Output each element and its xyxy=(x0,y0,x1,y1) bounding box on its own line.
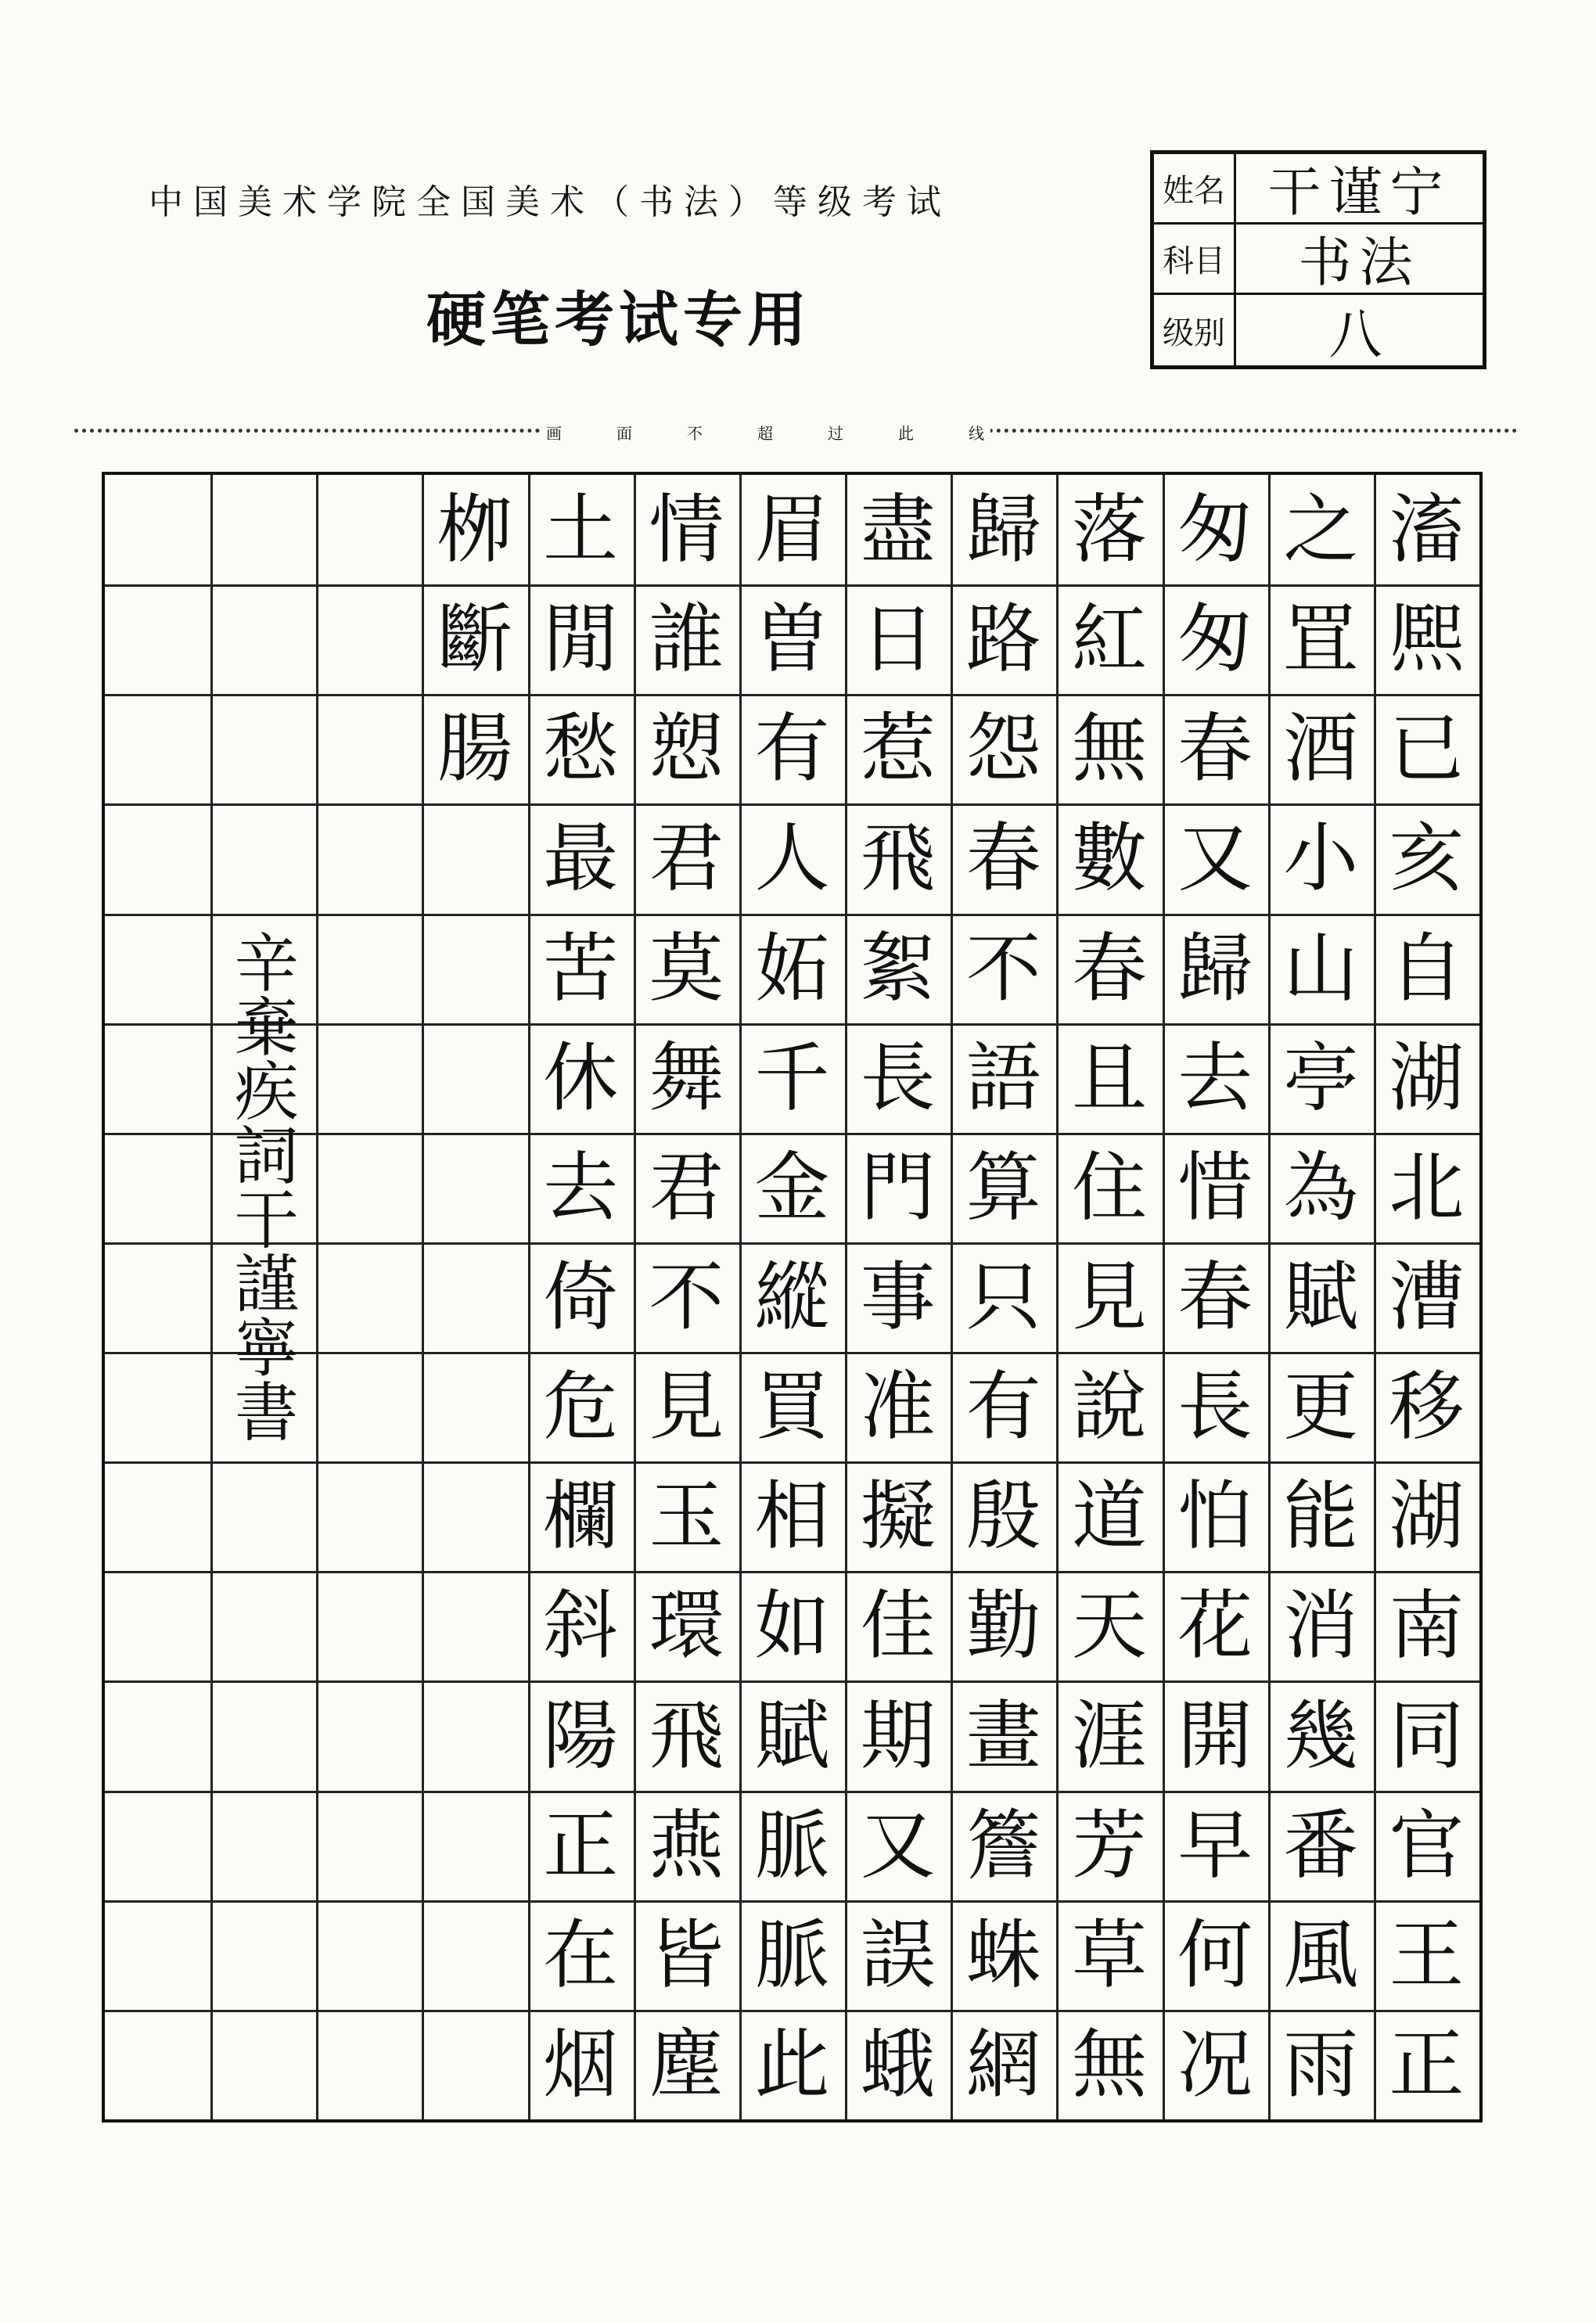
grid-character: 千 xyxy=(754,1033,830,1122)
grid-vertical-line xyxy=(210,475,213,2119)
grid-character: 愬 xyxy=(649,705,724,793)
grid-character: 斜 xyxy=(543,1582,619,1670)
grid-character: 草 xyxy=(1071,1910,1147,1999)
grid-character: 陽 xyxy=(543,1691,619,1780)
grid-character: 長 xyxy=(1177,1363,1253,1451)
grid-character: 妬 xyxy=(754,924,830,1012)
grid-character: 如 xyxy=(754,1582,830,1670)
grid-character: 之 xyxy=(1283,486,1359,574)
grid-character: 小 xyxy=(1283,814,1359,903)
grid-character: 紅 xyxy=(1071,595,1147,684)
grid-character: 長 xyxy=(860,1033,936,1122)
grid-character: 休 xyxy=(543,1033,619,1122)
grid-character: 匆 xyxy=(1177,595,1253,684)
grid-character: 無 xyxy=(1071,705,1147,793)
grid-character: 雨 xyxy=(1283,2020,1359,2108)
subject-label: 科目 xyxy=(1154,225,1236,293)
grid-character: 脈 xyxy=(754,1801,830,1889)
cut-line-char: 过 xyxy=(828,424,843,443)
grid-character: 北 xyxy=(1389,1143,1465,1231)
grid-character: 日 xyxy=(860,595,936,684)
grid-character: 環 xyxy=(649,1582,724,1670)
grid-vertical-line xyxy=(316,475,318,2119)
grid-character: 去 xyxy=(543,1143,619,1231)
grid-character: 曽 xyxy=(754,595,830,684)
grid-character: 亥 xyxy=(1389,814,1465,903)
cut-line-label xyxy=(540,425,990,442)
grid-character: 栁 xyxy=(437,486,513,574)
grid-character: 君 xyxy=(649,1143,724,1231)
grid-character: 有 xyxy=(754,705,830,793)
grid-character: 惹 xyxy=(860,705,936,793)
grid-character: 匆 xyxy=(1177,486,1253,574)
grid-character: 芳 xyxy=(1071,1801,1147,1889)
grid-character: 同 xyxy=(1389,1691,1465,1780)
grid-character: 去 xyxy=(1177,1033,1253,1122)
info-row-subject xyxy=(1154,225,1483,295)
grid-character: 玉 xyxy=(649,1472,724,1561)
grid-character: 正 xyxy=(543,1801,619,1889)
grid-character: 怕 xyxy=(1177,1472,1253,1561)
grid-character: 道 xyxy=(1071,1472,1147,1561)
subject-value: 书法 xyxy=(1298,232,1421,294)
signature-inscription: 辛棄疾詞干謹寧書 xyxy=(224,929,299,1443)
cut-line-char: 线 xyxy=(969,424,984,443)
grid-character: 愁 xyxy=(543,705,619,793)
grid-character: 春 xyxy=(1071,924,1147,1012)
grid-character: 正 xyxy=(1389,2020,1465,2108)
cut-line-char: 面 xyxy=(616,424,632,443)
grid-character: 春 xyxy=(1177,1253,1253,1341)
grid-character: 准 xyxy=(860,1363,936,1451)
grid-character: 數 xyxy=(1071,814,1147,903)
grid-character: 蛾 xyxy=(860,2020,936,2108)
grid-character: 怨 xyxy=(965,705,1041,793)
grid-character: 涯 xyxy=(1071,1691,1147,1780)
cut-line-char: 不 xyxy=(687,424,703,443)
grid-character: 皆 xyxy=(649,1910,724,1999)
grid-character: 消 xyxy=(1283,1582,1359,1670)
grid-character: 君 xyxy=(649,814,724,903)
name-label: 姓名 xyxy=(1154,154,1236,222)
grid-character: 蛛 xyxy=(965,1910,1041,1999)
grid-character: 欄 xyxy=(543,1472,619,1561)
grid-character: 縱 xyxy=(754,1253,830,1341)
name-value: 干谨宁 xyxy=(1267,162,1451,224)
grid-character: 南 xyxy=(1389,1582,1465,1670)
grid-character: 擬 xyxy=(860,1472,936,1561)
grid-character: 倚 xyxy=(543,1253,619,1341)
level-value: 八 xyxy=(1328,304,1390,366)
grid-character: 開 xyxy=(1177,1691,1253,1780)
grid-character: 門 xyxy=(860,1143,936,1231)
grid-character: 只 xyxy=(965,1253,1041,1341)
level-label: 级别 xyxy=(1154,295,1236,365)
grid-character: 期 xyxy=(860,1691,936,1780)
grid-character: 誤 xyxy=(860,1910,936,1999)
cut-line-char: 画 xyxy=(546,424,562,443)
grid-character: 早 xyxy=(1177,1801,1253,1889)
info-row-name xyxy=(1154,154,1483,225)
grid-character: 又 xyxy=(1177,814,1253,903)
grid-character: 說 xyxy=(1071,1363,1147,1451)
grid-character: 誰 xyxy=(649,595,724,684)
grid-character: 自 xyxy=(1389,924,1465,1012)
grid-character: 事 xyxy=(860,1253,936,1341)
grid-character: 何 xyxy=(1177,1910,1253,1999)
grid-character: 見 xyxy=(1071,1253,1147,1341)
grid-character: 燕 xyxy=(649,1801,724,1889)
grid-character: 勤 xyxy=(965,1582,1041,1670)
grid-character: 相 xyxy=(754,1472,830,1561)
grid-character: 山 xyxy=(1283,924,1359,1012)
grid-character: 風 xyxy=(1283,1910,1359,1999)
grid-character: 斷 xyxy=(437,595,513,684)
grid-character: 莫 xyxy=(649,924,724,1012)
grid-character: 有 xyxy=(965,1363,1041,1451)
grid-character: 畫 xyxy=(965,1691,1041,1780)
paper-subtitle: 硬笔考试专用 xyxy=(426,285,811,354)
grid-character: 且 xyxy=(1071,1033,1147,1122)
grid-character: 住 xyxy=(1071,1143,1147,1231)
grid-character: 天 xyxy=(1071,1582,1147,1670)
grid-character: 此 xyxy=(754,2020,830,2108)
grid-character: 閒 xyxy=(543,595,619,684)
writing-grid xyxy=(102,472,1483,2123)
grid-character: 湖 xyxy=(1389,1472,1465,1561)
grid-character: 眉 xyxy=(754,486,830,574)
grid-character: 歸 xyxy=(965,486,1041,574)
grid-character: 無 xyxy=(1071,2020,1147,2108)
grid-character: 金 xyxy=(754,1143,830,1231)
grid-character: 路 xyxy=(965,595,1041,684)
cut-line-char: 超 xyxy=(757,424,773,443)
grid-character: 賦 xyxy=(1283,1253,1359,1341)
grid-character: 賦 xyxy=(754,1691,830,1780)
grid-character: 能 xyxy=(1283,1472,1359,1561)
grid-character: 人 xyxy=(754,814,830,903)
grid-character: 熈 xyxy=(1389,595,1465,684)
grid-character: 舞 xyxy=(649,1033,724,1122)
grid-character: 最 xyxy=(543,814,619,903)
grid-character: 春 xyxy=(1177,705,1253,793)
grid-character: 王 xyxy=(1389,1910,1465,1999)
grid-character: 官 xyxy=(1389,1801,1465,1889)
exam-title: 中国美术学院全国美术（书法）等级考试 xyxy=(149,182,951,222)
grid-character: 歸 xyxy=(1177,924,1253,1012)
grid-character: 更 xyxy=(1283,1363,1359,1451)
grid-character: 幾 xyxy=(1283,1691,1359,1780)
grid-character: 落 xyxy=(1071,486,1147,574)
grid-character: 塵 xyxy=(649,2020,724,2108)
grid-character: 漕 xyxy=(1389,1253,1465,1341)
grid-character: 况 xyxy=(1177,2020,1253,2108)
grid-character: 盡 xyxy=(860,486,936,574)
grid-character: 絮 xyxy=(860,924,936,1012)
grid-character: 語 xyxy=(965,1033,1041,1122)
grid-character: 烟 xyxy=(543,2020,619,2108)
grid-character: 腸 xyxy=(437,705,513,793)
grid-character: 簷 xyxy=(965,1801,1041,1889)
grid-character: 網 xyxy=(965,2020,1041,2108)
grid-character: 移 xyxy=(1389,1363,1465,1451)
grid-character: 亭 xyxy=(1283,1033,1359,1122)
grid-character: 惜 xyxy=(1177,1143,1253,1231)
grid-character: 算 xyxy=(965,1143,1041,1231)
grid-character: 佳 xyxy=(860,1582,936,1670)
grid-character: 不 xyxy=(649,1253,724,1341)
grid-character: 湖 xyxy=(1389,1033,1465,1122)
grid-character: 春 xyxy=(965,814,1041,903)
grid-character: 苦 xyxy=(543,924,619,1012)
grid-character: 見 xyxy=(649,1363,724,1451)
grid-character: 飛 xyxy=(860,814,936,903)
grid-character: 買 xyxy=(754,1363,830,1451)
info-row-level xyxy=(1154,295,1483,365)
grid-character: 飛 xyxy=(649,1691,724,1780)
grid-character: 為 xyxy=(1283,1143,1359,1231)
grid-character: 罝 xyxy=(1283,595,1359,684)
grid-character: 不 xyxy=(965,924,1041,1012)
candidate-info-table xyxy=(1150,150,1486,369)
grid-character: 情 xyxy=(649,486,724,574)
grid-character: 番 xyxy=(1283,1801,1359,1889)
grid-character: 危 xyxy=(543,1363,619,1451)
grid-character: 在 xyxy=(543,1910,619,1999)
grid-character: 土 xyxy=(543,486,619,574)
grid-character: 脈 xyxy=(754,1910,830,1999)
grid-character: 殷 xyxy=(965,1472,1041,1561)
grid-character: 酒 xyxy=(1283,705,1359,793)
grid-character: 又 xyxy=(860,1801,936,1889)
grid-character: 滀 xyxy=(1389,486,1465,574)
grid-character: 花 xyxy=(1177,1582,1253,1670)
cut-line-char: 此 xyxy=(898,424,914,443)
grid-character: 已 xyxy=(1389,705,1465,793)
